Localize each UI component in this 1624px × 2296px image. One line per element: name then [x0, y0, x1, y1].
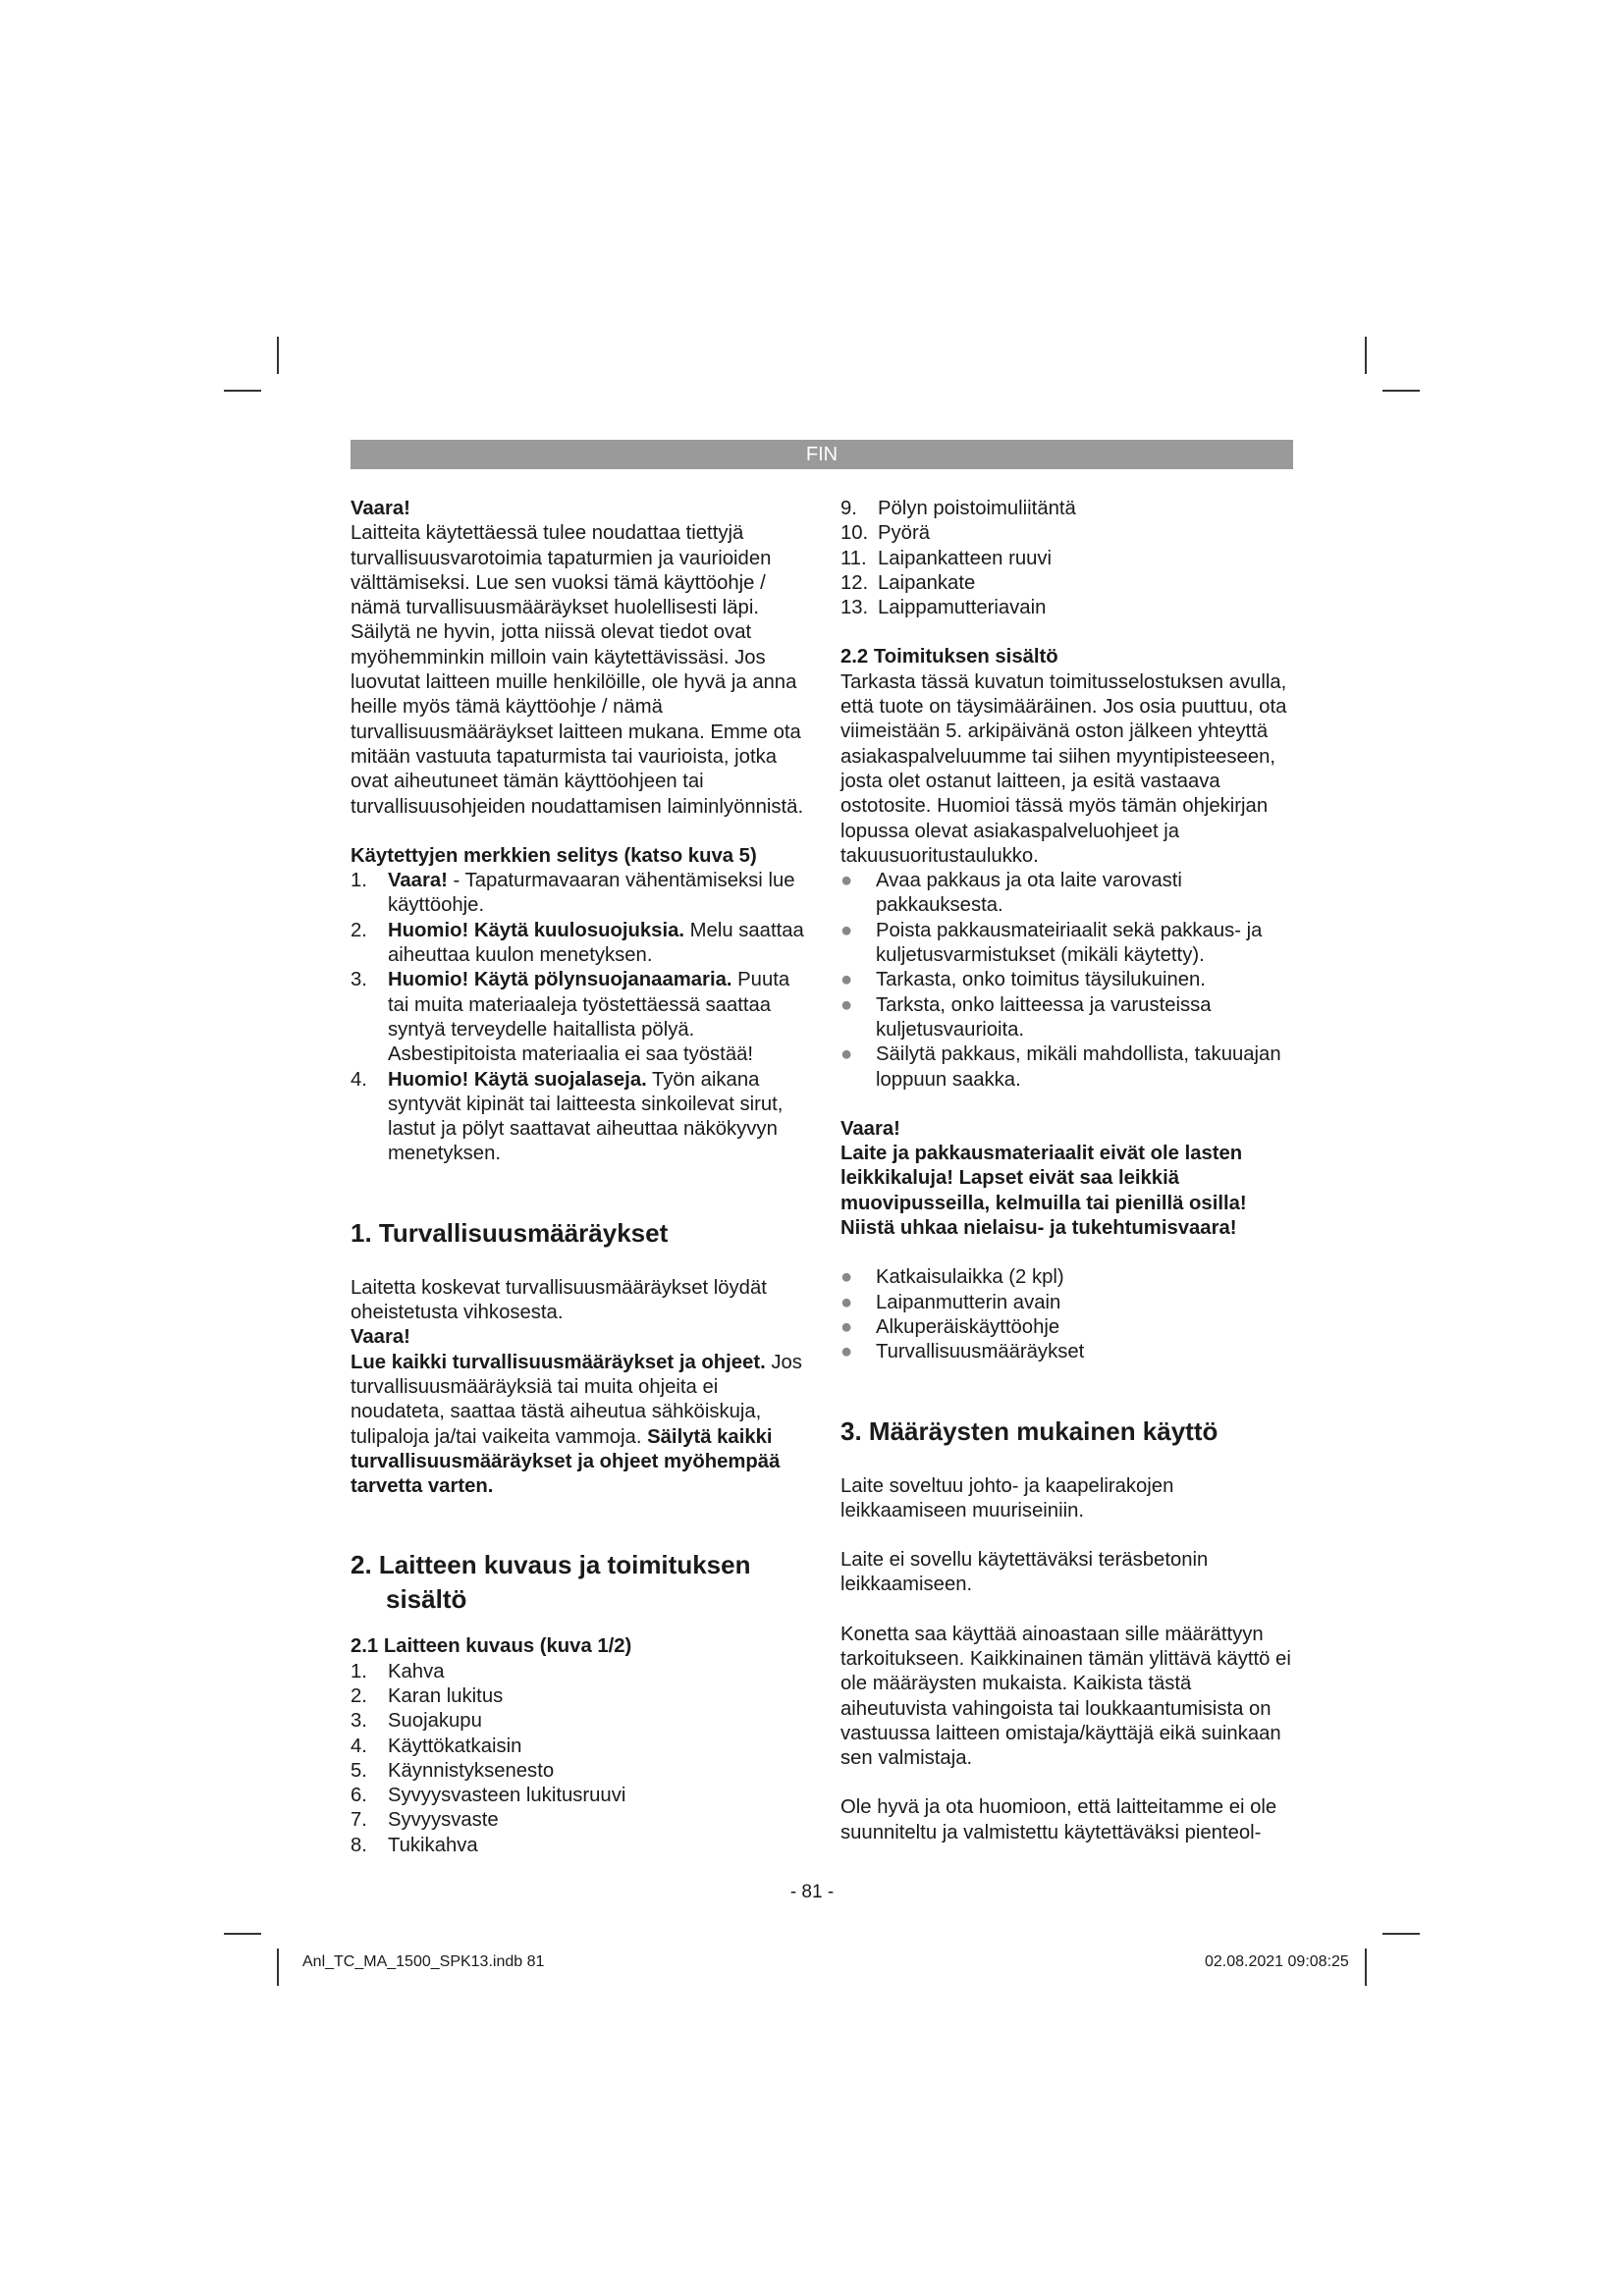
list-item: ● Alkuperäiskäyttöohje [840, 1315, 1294, 1340]
page-number: - 81 - [789, 1882, 835, 1902]
list-item: 8. Tukikahva [351, 1834, 478, 1856]
list-item: ● Tarkasta, onko toimitus täysilukuinen. [840, 968, 1294, 992]
warning-title: Vaara! [840, 1117, 900, 1140]
list-item: ● Turvallisuusmääräykset [840, 1340, 1294, 1364]
section-1-title: 1. Turvallisuusmääräykset [351, 1217, 669, 1248]
section-1-text: Lue kaikki turvallisuusmääräykset ja ohjeet. Jos turvallisuusmääräyksiä tai muita ohjeita ei noudateta, saattaa tästä aiheutua sähköiskuja, tulipaloja ja/tai vaikeita vammoja. Säilytä kaikki turvallisuusmääräykset ja ohjeet myöhempää tarvetta varten. [351, 1351, 802, 1498]
list-item: 10. Pyörä [840, 522, 930, 545]
crop-mark [277, 337, 279, 374]
list-item: 4. Huomio! Käytä suojalaseja. Työn aikana syntyvät kipinät tai laitteesta sinkoilevat sirut, lastut ja pölyt saattavat aiheuttaa näkökyvyn menetyksen. [351, 1068, 784, 1165]
warning-text: Laite ja pakkausmateriaalit eivät ole lasten leikkikaluja! Lapset eivät saa leikkiä muovipusseilla, kelmuilla tai pienillä osilla! Niistä uhkaa nielaisu- ja tukehtumisvaara! [840, 1143, 1247, 1240]
list-item: 2. Karan lukitus [351, 1684, 504, 1707]
section-2-title: 2. Laitteen kuvaus ja toimituksen [351, 1550, 751, 1580]
bullet-icon: ● [840, 919, 853, 941]
crop-mark [1365, 1949, 1367, 1986]
list-item: 3. Suojakupu [351, 1710, 482, 1733]
crop-mark [1382, 390, 1420, 392]
bullet-icon: ● [840, 969, 853, 991]
list-item: 5. Käynnistyksenesto [351, 1759, 555, 1782]
list-item: 7. Syvyysvaste [351, 1809, 499, 1832]
bullet-icon: ● [840, 1291, 853, 1313]
list-item: 1. Vaara! - Tapaturmavaaran vähentämiseksi lue käyttöohje. [351, 870, 795, 917]
list-item: ● Laipanmutterin avain [840, 1291, 1294, 1315]
list-item: ● Katkaisulaikka (2 kpl) [840, 1265, 1294, 1290]
list-item: 6. Syvyysvasteen lukitusruuvi [351, 1785, 626, 1807]
symbols-title: Käytettyjen merkkien selitys (katso kuva 5) [351, 844, 757, 867]
list-item: 12. Laipankate [840, 571, 976, 594]
list-item: 2. Huomio! Käytä kuulosuojuksia. Melu saattaa aiheuttaa kuulon menetyksen. [351, 919, 804, 967]
list-item: 4. Käyttökatkaisin [351, 1735, 522, 1757]
section-2-2-text: Tarkasta tässä kuvatun toimitusselostuksen avulla, että tuote on täysimääräinen. Jos osia puuttuu, ota viimeistään 5. arkipäivänä oston jälkeen yhteyttä asiakaspalveluumme tai siihen myyntipisteeseen, josta olet ostanut laitteen, ja esitä vastaava ostotosite. Huomioi tässä myös tämän ohjekirjan lopussa olevat asiakaspalveluohjeet ja takuusuoritustaulukko. [840, 670, 1287, 867]
right-column [840, 497, 1294, 1845]
list-item: ● Säilytä pakkaus, mikäli mahdollista, takuuajan loppuun saakka. [840, 1042, 1294, 1093]
bullet-icon: ● [840, 993, 853, 1016]
check-list [840, 869, 1294, 1093]
bullet-icon: ● [840, 1341, 853, 1363]
list-item: 13. Laippamutteriavain [840, 597, 1047, 619]
warning-title: Vaara! [351, 498, 410, 519]
list-item: 3. Huomio! Käytä pölynsuojanaamaria. Puuta tai muita materiaaleja työstettäessä saattaa syntyä terveydelle haitallista pölyä. Asbestipitoista materiaalia ei saa työstää! [351, 969, 790, 1066]
left-column [351, 497, 804, 1858]
warning-text: Laitteita käytettäessä tulee noudattaa tiettyjä turvallisuusvarotoimia tapaturmien ja vaurioiden välttämiseksi. Lue sen vuoksi tämä käyttöohje / nämä turvallisuusmääräykset huolellisesti läpi. Säilytä ne hyvin, jotta niissä olevat tiedot ovat myöhemminkin milloin vain käytettävissäsi. Jos luovutat laitteen muille henkilöille, ole hyvä ja anna heille myös tämä käyttöohje / nämä turvallisuusmääräykset laitteen mukana. Emme ota mitään vastuuta tapaturmista tai vaurioista, jotka ovat aiheutuneet tämän käyttöohjeen tai turvallisuusohjeiden noudattamisen laiminlyönnistä. [351, 522, 804, 818]
section-3-paragraph: Laite soveltuu johto- ja kaapelirakojen leikkaamiseen muuriseiniin. [840, 1474, 1174, 1522]
list-item: 11. Laipankatteen ruuvi [840, 547, 1053, 569]
print-date: 02.08.2021 09:08:25 [1205, 1953, 1349, 1970]
crop-mark [1365, 337, 1367, 374]
list-item: ● Tarksta, onko laitteessa ja varusteissa kuljetusvaurioita. [840, 993, 1294, 1043]
bullet-icon: ● [840, 1266, 853, 1289]
contents-list [840, 1265, 1294, 1364]
language-bar: FIN [351, 440, 1293, 469]
section-3-paragraph: Konetta saa käyttää ainoastaan sille määrättyyn tarkoitukseen. Kaikkinainen tämän ylittävä käyttö ei ole määräysten mukaista. Kaikista tästä aiheutuvista vahingoista tai loukkaantumisista on vastuussa laitteen omistaja/käyttäjä eikä suinkaan sen valmistaja. [840, 1623, 1291, 1770]
crop-mark [224, 390, 261, 392]
list-item: ● Avaa pakkaus ja ota laite varovasti pakkauksesta. [840, 869, 1294, 919]
crop-mark [277, 1949, 279, 1986]
crop-mark [224, 1933, 261, 1935]
bullet-icon: ● [840, 1315, 853, 1338]
bullet-icon: ● [840, 1043, 853, 1066]
list-item: 9. Pölyn poistoimuliitäntä [840, 498, 1076, 519]
section-1-warning: Vaara! [351, 1326, 410, 1349]
crop-mark [1382, 1933, 1420, 1935]
parts-list-continued [840, 497, 1294, 620]
list-item: 1. Kahva [351, 1660, 445, 1682]
symbols-list [351, 869, 804, 1167]
file-name: Anl_TC_MA_1500_SPK13.indb 81 [302, 1953, 545, 1970]
bullet-icon: ● [840, 870, 853, 892]
section-3-paragraph: Ole hyvä ja ota huomioon, että laitteitamme ei ole suunniteltu ja valmistettu käytettäväksi pienteol- [840, 1796, 1277, 1843]
section-2-1-title: 2.1 Laitteen kuvaus (kuva 1/2) [351, 1635, 632, 1658]
section-1-intro: Laitetta koskevat turvallisuusmääräykset löydät oheistetusta vihkosesta. [351, 1276, 767, 1324]
section-3-paragraph: Laite ei sovellu käytettäväksi teräsbetonin leikkaamiseen. [840, 1549, 1209, 1596]
section-3-title: 3. Määräysten mukainen käyttö [840, 1415, 1218, 1446]
parts-list [351, 1660, 804, 1858]
list-item: ● Poista pakkausmateiriaalit sekä pakkaus- ja kuljetusvarmistukset (mikäli käytetty). [840, 919, 1294, 969]
section-2-2-title: 2.2 Toimituksen sisältö [840, 646, 1058, 668]
section-2-title-line2: sisältö [386, 1584, 467, 1615]
